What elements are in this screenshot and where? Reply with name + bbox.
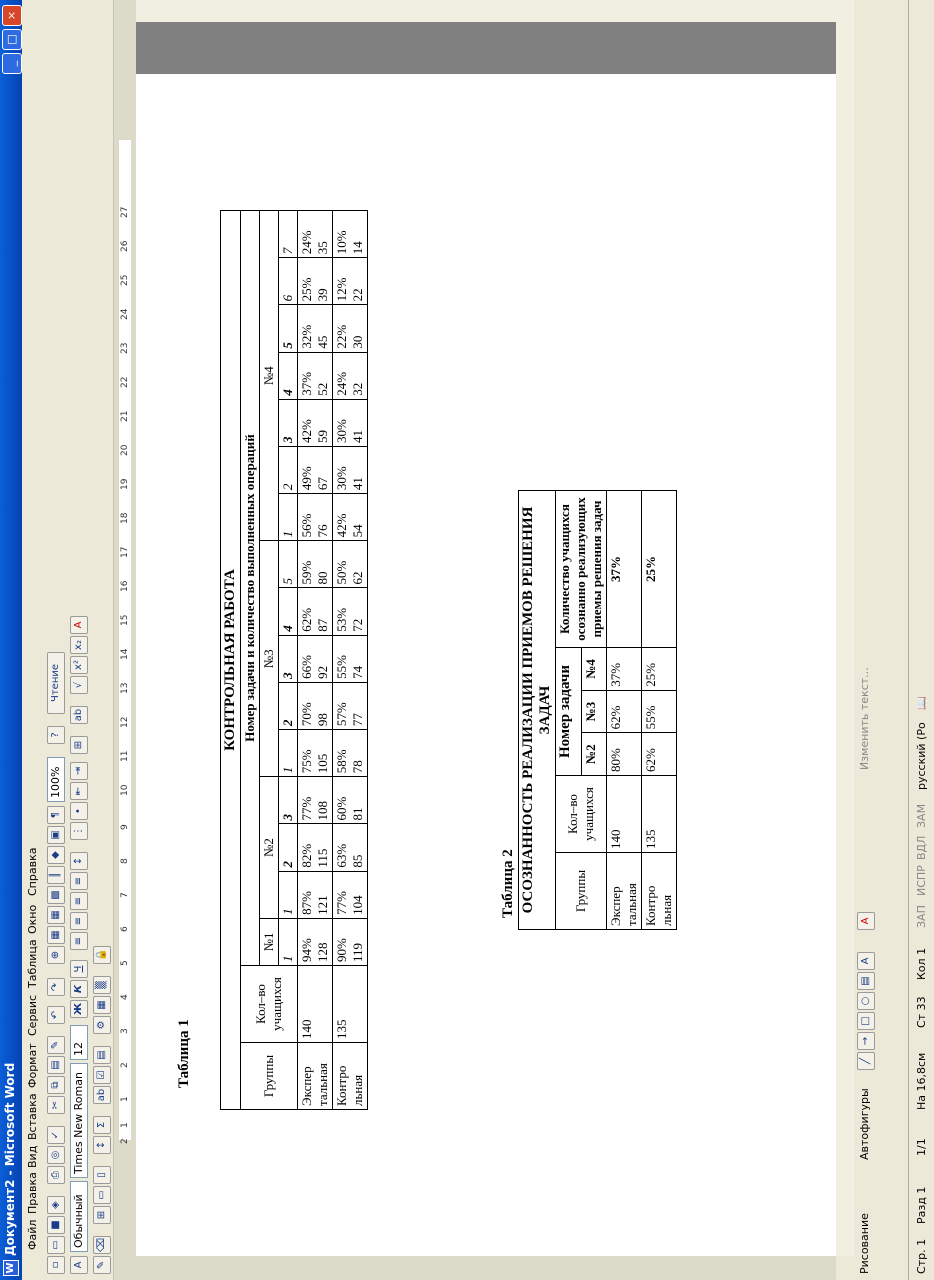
pct: 42% [334,513,349,538]
table2-col-aware: Количество учащихся осознанно реализующих приемы решения задач [556,491,607,648]
table1-cell [333,918,368,965]
table1-cell [333,635,368,682]
table1-cell [333,446,368,493]
ruler-number: 13 [120,682,130,694]
pct: 66% [299,655,314,679]
table1-group: Контро льная [333,1043,368,1110]
font-color-icon[interactable]: A [70,616,88,634]
table2-col-count: Кол–во учащихся [556,776,607,853]
menu-bar [22,0,44,1280]
print-preview-icon[interactable]: ◎ [47,1146,65,1164]
table1-cell [298,258,333,305]
table1-op: 1 [279,730,298,777]
shading-icon[interactable]: ▒ [93,976,111,994]
pct: 24% [299,230,314,255]
table2[interactable] [518,490,677,930]
num: 115 [315,848,330,868]
num: 105 [315,753,330,774]
status-track[interactable]: ИСПР [915,865,928,896]
table1-cell [298,777,333,824]
menu-format[interactable]: Формат [26,1043,39,1088]
table1-col-groups: Группы [241,1043,298,1110]
subscript-icon[interactable]: x₂ [70,636,88,654]
ruler-number: 21 [120,410,130,422]
horizontal-ruler[interactable] [114,0,137,1280]
ruler-number: 8 [120,858,130,864]
align-left-icon[interactable]: ≡ [70,932,88,950]
pct: 58% [334,749,349,774]
num: 35 [315,241,330,255]
ruler-number: 1 [120,1122,130,1128]
table1-op: 1 [279,871,298,918]
menu-window[interactable]: Окно [26,904,39,934]
align-right-icon[interactable]: ≡ [70,892,88,910]
table1-op: 2 [279,446,298,493]
num: 76 [315,524,330,538]
table1-cell [333,399,368,446]
paste-icon[interactable]: ▤ [47,1056,65,1074]
table2-cell: 62% [607,690,642,733]
num: 119 [350,942,365,962]
table1-cell [298,352,333,399]
pct: 50% [334,560,349,585]
align-center-icon[interactable]: ≡ [70,912,88,930]
tables-borders-icon[interactable]: ▦ [47,926,65,944]
zoom-select[interactable]: 100% [47,757,65,802]
table1-title: КОНТРОЛЬНАЯ РАБОТА [221,211,241,1110]
table1-cell [298,871,333,918]
ruler-number: 24 [120,308,130,320]
new-document-icon[interactable]: ▫ [47,1256,65,1274]
table1-op: 1 [279,918,298,965]
table1-cell [298,211,333,258]
formatting-toolbar [67,0,91,1280]
table2-task: №4 [582,648,607,691]
num: 41 [350,477,365,491]
table2-cell: 62% [642,733,677,776]
table1-op: 1 [279,494,298,541]
format-painter-icon[interactable]: ✎ [47,1036,65,1054]
ruler-number: 25 [120,274,130,286]
table2-group: Контро льная [642,853,677,930]
table1-op: 4 [279,352,298,399]
table2-count: 135 [642,776,677,853]
table1-cell [333,682,368,729]
status-column: Кол 1 [915,947,928,980]
insert-excel-icon[interactable]: ▩ [47,886,65,904]
oval-icon[interactable]: ○ [857,992,875,1010]
table1-op: 2 [279,824,298,871]
menu-edit[interactable]: Правка [26,1172,39,1214]
status-bar [908,0,934,1280]
num: 30 [350,335,365,349]
form-field-options-icon[interactable]: ⚙ [93,1016,111,1034]
change-text-button[interactable]: Изменить текст... [858,667,871,770]
num: 77 [350,713,365,727]
table1-cell [298,588,333,635]
columns-icon[interactable]: ║ [47,866,65,884]
table1-cell [333,824,368,871]
print-icon[interactable]: ⎙ [47,1166,65,1184]
table-properties-icon[interactable]: ▦ [93,996,111,1014]
table1-task: №1 [260,918,279,965]
num: 54 [350,524,365,538]
table1-cell [298,399,333,446]
open-icon[interactable]: ▭ [47,1236,65,1254]
table2-title: ОСОЗНАННОСТЬ РЕАЛИЗАЦИИ ПРИЕМОВ РЕШЕНИЯ ЗАДАЧ [519,491,556,930]
pct: 75% [299,749,314,774]
redo-icon[interactable]: ↷ [47,978,65,996]
table1-cell [298,918,333,965]
num: 104 [350,895,365,915]
pct: 55% [334,655,349,679]
num: 39 [315,288,330,302]
reading-label: Чтение [50,663,61,703]
menu-file[interactable]: Файл [26,1219,39,1250]
table1-cell [333,588,368,635]
pct: 63% [334,843,349,868]
save-icon[interactable]: ■ [47,1216,65,1234]
status-position: На 16,8см [915,1052,928,1110]
table2-cell: 25% [642,648,677,691]
lock-icon[interactable]: 🔒 [93,946,111,964]
status-line: Ст 33 [915,996,928,1028]
table1-col-count: Кол–во учащихся [241,966,298,1043]
status-extend[interactable]: ВДЛ [915,835,928,860]
font-select[interactable]: Times New Roman [70,1063,88,1178]
menu-insert[interactable]: Вставка [26,1093,39,1140]
table1-cell [298,730,333,777]
num: 52 [315,382,330,396]
table1-op: 7 [279,211,298,258]
minimize-button[interactable]: _ [2,53,22,74]
ruler-number: 22 [120,376,130,388]
vertical-scrollbar[interactable] [136,0,854,22]
pct: 57% [334,702,349,727]
drawing-toolbar [854,0,876,1280]
num: 72 [350,618,365,632]
table-row [333,211,368,1110]
num: 62 [350,571,365,585]
table1-cell [298,494,333,541]
ruler-number: 2 [120,1062,130,1068]
autosum-icon[interactable]: Σ [93,1116,111,1134]
drawing-menu[interactable]: Рисование [858,1213,871,1274]
table1-cell [333,494,368,541]
font-size-select[interactable]: 12 [70,1025,88,1060]
reading-button[interactable] [47,652,65,714]
bullets-icon[interactable]: • [70,802,88,820]
pct: 24% [334,371,349,396]
pct: 87% [299,890,314,915]
pct: 77% [334,890,349,915]
status-page: Стр. 1 [915,1238,928,1274]
pct: 25% [299,277,314,302]
table2-caption: Таблица 2 [500,849,516,918]
underline-button[interactable]: Ч [70,960,88,978]
status-language: русский (Ро [915,722,928,790]
undo-icon[interactable]: ↶ [47,1006,65,1024]
copy-icon[interactable]: ⧉ [47,1076,65,1094]
table1-task: №4 [260,211,279,541]
table1-cell [333,730,368,777]
pct: 59% [299,560,314,585]
num: 67 [315,477,330,491]
table1-count: 135 [333,966,368,1043]
table2-count: 140 [607,776,642,853]
pct: 77% [299,796,314,821]
ruler-number: 11 [120,750,130,762]
pct: 32% [299,324,314,349]
pct: 12% [334,277,349,302]
num: 80 [315,571,330,585]
font-color-draw-icon[interactable]: A [857,912,875,930]
num: 74 [350,665,365,679]
num: 128 [315,942,330,962]
merge-cells-icon[interactable]: ▭ [93,1186,111,1204]
drawing-icon[interactable]: ◆ [47,846,65,864]
num: 98 [315,713,330,727]
decrease-indent-icon[interactable]: ⇤ [70,782,88,800]
num: 45 [315,335,330,349]
pct: 37% [299,371,314,396]
ruler-number: 14 [120,648,130,660]
line-icon[interactable]: ╱ [857,1052,875,1070]
num: 32 [350,382,365,396]
table2-task: №2 [582,733,607,776]
num: 78 [350,760,365,774]
table1-cell [333,541,368,588]
table1-cell [298,682,333,729]
menu-tools[interactable]: Сервис [26,994,39,1036]
horizontal-scrollbar[interactable] [836,22,854,1256]
pct: 10% [334,230,349,255]
table2-cell: 80% [607,733,642,776]
ruler-number: 26 [120,240,130,252]
highlight-icon[interactable]: ab [70,706,88,724]
table2-col-task: Номер задачи [556,648,582,776]
table2-aware: 25% [642,491,677,648]
table1-cell [333,258,368,305]
num: 121 [315,895,330,915]
num: 85 [350,854,365,868]
ruler-number: 23 [120,342,130,354]
borders-icon[interactable]: ⊞ [70,736,88,754]
table1-cell [298,824,333,871]
autoshapes-menu[interactable]: Автофигуры [858,1088,871,1160]
title-bar [0,0,22,1280]
menu-view[interactable]: Вид [26,1145,39,1168]
table1-subtitle: Номер задачи и количество выполненных операций [241,211,260,966]
num: 92 [315,665,330,679]
table1-op: 2 [279,682,298,729]
ruler-number: 20 [120,444,130,456]
vertical-ruler[interactable] [136,1255,836,1280]
ruler-number: 6 [120,926,130,932]
text-field-icon[interactable]: ab [93,1086,111,1104]
spelling-status-icon: 📖 [915,696,928,710]
table2-group: Экспер тальная [607,853,642,930]
table2-aware: 37% [607,491,642,648]
table1-caption: Таблица 1 [176,1019,192,1088]
num: 108 [315,800,330,821]
table-row [298,211,333,1110]
table1-cell [333,871,368,918]
window-title: Документ2 - Microsoft Word [3,1062,17,1256]
table1-cell [298,541,333,588]
draw-table-icon[interactable]: ✎ [93,1256,111,1274]
pct: 70% [299,702,314,727]
num: 59 [315,429,330,443]
pct: 49% [299,466,314,491]
numbering-icon[interactable]: ⋮ [70,822,88,840]
pct: 30% [334,466,349,491]
rectangle-icon[interactable]: □ [857,1012,875,1030]
superscript-icon[interactable]: x² [70,656,88,674]
equation-icon[interactable]: √ [70,676,88,694]
ruler-number: 7 [120,892,130,898]
italic-button[interactable]: К [70,980,88,998]
checkbox-field-icon[interactable]: ☑ [93,1066,111,1084]
status-section: Разд 1 [915,1186,928,1224]
table1-op: 3 [279,635,298,682]
wordart-icon[interactable]: A [857,952,875,970]
insert-rows-icon[interactable]: ⊞ [93,1206,111,1224]
table1-cell [298,635,333,682]
table1-cell [333,211,368,258]
help-icon[interactable]: ? [47,726,65,744]
table1-cell [333,777,368,824]
table2-cell: 37% [607,648,642,691]
table1-cell [298,446,333,493]
table1-op: 3 [279,399,298,446]
eraser-icon[interactable]: ⌫ [93,1236,111,1254]
table1-task: №2 [260,777,279,919]
pct: 62% [299,607,314,632]
table1-op: 6 [279,258,298,305]
pct: 94% [299,938,314,962]
justify-icon[interactable]: ≡ [70,872,88,890]
menu-table[interactable]: Таблица [26,939,39,988]
ruler-number: 12 [120,716,130,728]
standard-toolbar [44,0,68,1280]
num: 14 [350,241,365,255]
table1-cell [333,352,368,399]
num: 22 [350,288,365,302]
table-row [642,491,677,930]
show-hide-icon[interactable]: ¶ [47,806,65,824]
table-row [607,491,642,930]
pct: 60% [334,796,349,821]
ruler-number: 9 [120,824,130,830]
table1-count: 140 [298,966,333,1043]
pct: 53% [334,607,349,632]
spelling-icon[interactable]: ✓ [47,1126,65,1144]
ruler-number: 16 [120,580,130,592]
num: 81 [350,807,365,821]
ruler-number: 4 [120,994,130,1000]
table1[interactable] [220,210,368,1110]
ruler-number: 10 [120,784,130,796]
pct: 82% [299,843,314,868]
document-area[interactable] [136,22,836,1256]
arrow-icon[interactable]: → [857,1032,875,1050]
page[interactable] [136,74,836,1256]
pct: 22% [334,324,349,349]
table2-cell: 55% [642,690,677,733]
cut-icon[interactable]: ✂ [47,1096,65,1114]
split-cells-icon[interactable]: ▯ [93,1166,111,1184]
hyperlink-icon[interactable]: ⊕ [47,946,65,964]
styles-icon[interactable]: A [70,1256,88,1274]
close-button[interactable]: × [2,5,22,26]
table1-group: Экспер тальная [298,1043,333,1110]
status-pages: 1/1 [915,1138,928,1156]
ruler-number: 5 [120,960,130,966]
ruler-number: 27 [120,206,130,218]
ruler-number: 3 [120,1028,130,1034]
tables-toolbar [90,0,114,1280]
table1-cell [298,305,333,352]
insert-table-icon[interactable]: ▦ [47,906,65,924]
ruler-number: 18 [120,512,130,524]
sort-icon[interactable]: ↕ [93,1136,111,1154]
status-overtype[interactable]: ЗАМ [915,803,928,828]
permission-icon[interactable]: ◈ [47,1196,65,1214]
table1-cell [333,305,368,352]
line-spacing-icon[interactable]: ↕ [70,852,88,870]
table1-op: 5 [279,541,298,588]
dropdown-field-icon[interactable]: ▤ [93,1046,111,1064]
ruler-number: 2 [120,1138,130,1144]
status-rec[interactable]: ЗАП [915,905,928,928]
num: 41 [350,429,365,443]
menu-help[interactable]: Справка [26,847,39,896]
table1-op: 5 [279,305,298,352]
pct: 90% [334,938,349,962]
ruler-text-area [119,140,131,1140]
document-map-icon[interactable]: ▣ [47,826,65,844]
table2-task: №3 [582,690,607,733]
table1-op: 3 [279,777,298,824]
style-select[interactable]: Обычный [70,1181,88,1252]
pct: 56% [299,513,314,538]
num: 87 [315,618,330,632]
word-icon: W [3,1260,19,1276]
table2-col-groups: Группы [556,853,607,930]
ruler-number: 15 [120,614,130,626]
pct: 30% [334,419,349,443]
bold-button[interactable]: Ж [70,1000,88,1018]
ruler-number: 1 [120,1096,130,1102]
ruler-number: 17 [120,546,130,558]
maximize-button[interactable]: □ [2,29,22,50]
pct: 42% [299,419,314,443]
ruler-number: 19 [120,478,130,490]
table1-task: №3 [260,541,279,777]
textbox-icon[interactable]: ▤ [857,972,875,990]
increase-indent-icon[interactable]: ⇥ [70,762,88,780]
table1-op: 4 [279,588,298,635]
